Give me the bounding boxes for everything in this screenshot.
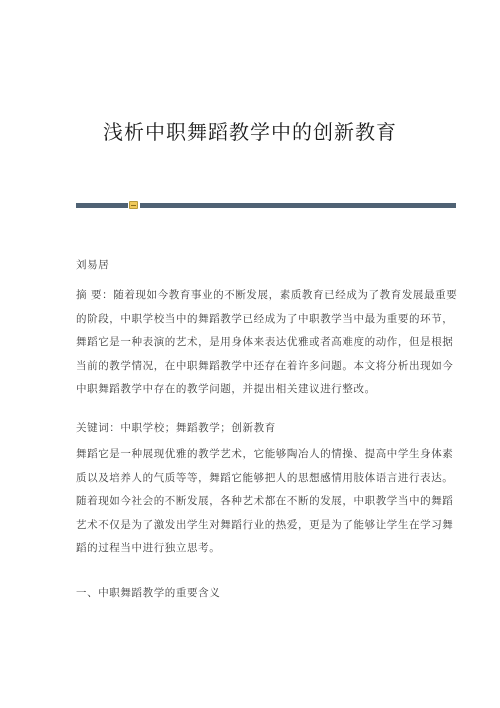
abstract-line: 当前的教学情况，在中职舞蹈教学中还存在着许多问题。本文将分析出现如今 <box>76 359 454 372</box>
keywords: 关键词：中职学校；舞蹈教学；创新教育 <box>76 422 276 434</box>
abstract <box>76 284 458 402</box>
folder-icon <box>129 201 138 209</box>
paragraph-line: 随着现如今社会的不断发展，各种艺术都在不断的发展，中职教学当中的舞蹈 <box>76 495 454 508</box>
abstract-line: 中职舞蹈教学中存在的教学问题，并提出相关建议进行整改。 <box>76 383 376 396</box>
body-paragraph <box>76 443 454 561</box>
title-divider-left <box>76 203 128 208</box>
document-title: 浅析中职舞蹈教学中的创新教育 <box>103 120 397 144</box>
title-divider-right <box>140 203 456 208</box>
abstract-line: 摘 要：随着现如今教育事业的不断发展，素质教育已经成为了教育发展最重要 <box>76 289 458 301</box>
paragraph-line: 艺术不仅是为了激发出学生对舞蹈行业的热爱，更是为了能够让学生在学习舞 <box>76 518 454 531</box>
paragraph-line: 蹈的过程当中进行独立思考。 <box>76 542 221 555</box>
paragraph-line: 质以及培养人的气质等等，舞蹈它能够把人的思想感情用肢体语言进行表达。 <box>76 471 454 484</box>
author-name: 刘易居 <box>76 259 110 271</box>
paragraph-line: 舞蹈它是一种展现优雅的教学艺术，它能够陶冶人的情操、提高中学生身体素 <box>76 448 454 460</box>
abstract-line: 的阶段，中职学校当中的舞蹈教学已经成为了中职教学当中最为重要的环节， <box>76 312 454 325</box>
section-heading: 一、中职舞蹈教学的重要含义 <box>76 587 221 599</box>
abstract-line: 舞蹈它是一种表演的艺术，是用身体来表达优雅或者高难度的动作，但是根据 <box>76 336 454 349</box>
